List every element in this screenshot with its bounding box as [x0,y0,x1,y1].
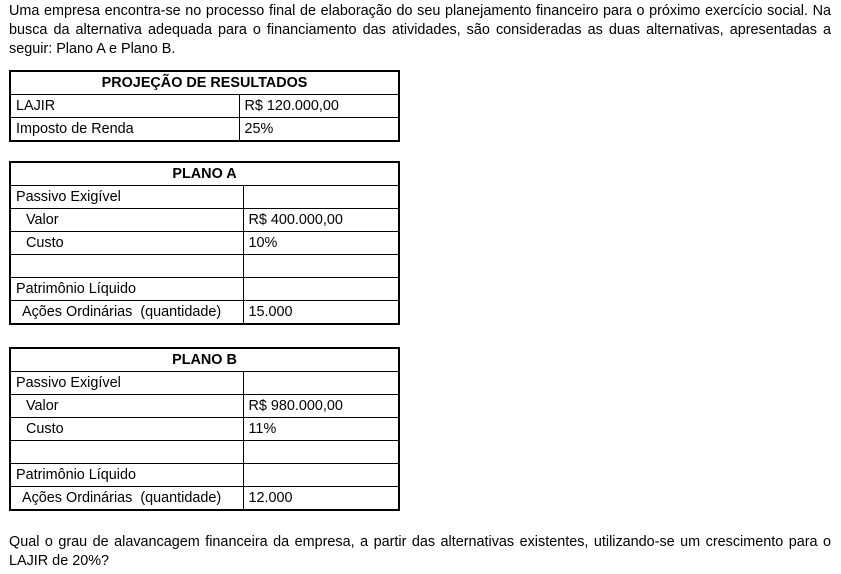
valor-label: Valor [10,395,243,418]
acoes-value: 15.000 [243,301,399,325]
empty-cell [243,255,399,278]
table-header-row [10,71,399,95]
table-row [10,464,399,487]
passivo-label: Passivo Exigível [10,186,243,209]
plano-a-title: PLANO A [10,162,399,186]
valor-value: R$ 980.000,00 [243,395,399,418]
custo-value: 10% [243,232,399,255]
empty-cell [10,255,243,278]
table-row [10,232,399,255]
table-row [10,278,399,301]
table-row [10,372,399,395]
table-row [10,118,399,142]
custo-value: 11% [243,418,399,441]
question-paragraph: Qual o grau de alavancagem financeira da empresa, a partir das alternativas existentes, utilizando-se um crescimento para o LAJIR de 20%? [9,534,831,569]
empty-cell [243,278,399,301]
table-row [10,186,399,209]
valor-label: Valor [10,209,243,232]
table-row [10,395,399,418]
imposto-label: Imposto de Renda [10,118,239,142]
passivo-label: Passivo Exigível [10,372,243,395]
table-header-row [10,348,399,372]
empty-cell [243,441,399,464]
acoes-value: 12.000 [243,487,399,511]
table-row [10,487,399,511]
table-row [10,95,399,118]
empty-cell [243,372,399,395]
table-row [10,255,399,278]
lajir-label: LAJIR [10,95,239,118]
imposto-value: 25% [239,118,399,142]
plano-b-table [9,347,400,511]
custo-label: Custo [10,418,243,441]
empty-cell [243,186,399,209]
table-header-row [10,162,399,186]
table-row [10,301,399,325]
plano-a-table [9,161,400,325]
projecao-title: PROJEÇÃO DE RESULTADOS [10,71,399,95]
lajir-value: R$ 120.000,00 [239,95,399,118]
table-row [10,209,399,232]
table-row [10,418,399,441]
valor-value: R$ 400.000,00 [243,209,399,232]
patrimonio-label: Patrimônio Líquido [10,464,243,487]
intro-paragraph: Uma empresa encontra-se no processo final de elaboração do seu planejamento financeiro para o próximo exercício social. Na busca da alternativa adequada para o financiamento das atividades, são consideradas as duas alternativas, apresentadas a seguir: Plano A e Plano B. [9,3,831,57]
acoes-label: Ações Ordinárias (quantidade) [10,487,243,511]
plano-b-title: PLANO B [10,348,399,372]
empty-cell [243,464,399,487]
empty-cell [10,441,243,464]
custo-label: Custo [10,232,243,255]
patrimonio-label: Patrimônio Líquido [10,278,243,301]
table-row [10,441,399,464]
acoes-label: Ações Ordinárias (quantidade) [10,301,243,325]
projecao-resultados-table [9,70,400,142]
